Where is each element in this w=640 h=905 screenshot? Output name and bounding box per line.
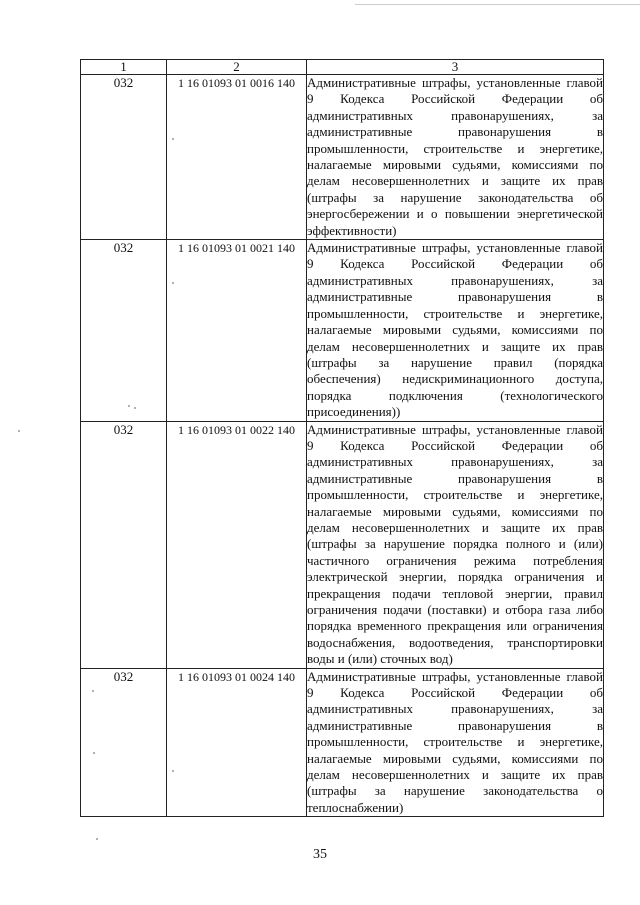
scan-speck: [172, 770, 174, 772]
description-cell: Административные штрафы, установленные главой 9 Кодекса Российской Федерации об административных правонарушениях, за административные правонарушения в промышленности, строительстве и энергетике, налагаемые мировыми судьями, комиссиями по делам несовершеннолетних и защите их прав (штрафы за нарушение законодательства об энергосбережении и о повышении энергетической эффективности): [307, 75, 603, 238]
scan-speck: [134, 407, 136, 409]
scan-speck: [172, 138, 174, 140]
admin-code-cell: 032: [81, 75, 167, 240]
header-col-3: 3: [307, 60, 604, 75]
budget-codes-table: [80, 59, 604, 817]
budget-code-cell: 1 16 01093 01 0016 140: [167, 75, 307, 240]
scan-edge-line: [355, 4, 640, 5]
description-cell: Административные штрафы, установленные главой 9 Кодекса Российской Федерации об административных правонарушениях, за административные правонарушения в промышленности, строительстве и энергетике, налагаемые мировыми судьями, комиссиями по делам несовершеннолетних и защите их прав (штрафы за нарушение порядка полного и (или) частичного ограничения режима потребления электрической энергии, порядка ограничения и прекращения подачи тепловой энергии, правил ограничения подачи (поставки) и отбора газа либо порядка временного прекращения или ограничения водоснабжения, водоотведения, транспортировки воды и (или) сточных вод): [307, 421, 603, 667]
table-header-row: [81, 60, 604, 75]
budget-code-cell: 1 16 01093 01 0024 140: [167, 668, 307, 817]
header-col-2: 2: [167, 60, 307, 75]
description-cell: Административные штрафы, установленные главой 9 Кодекса Российской Федерации об административных правонарушениях, за административные правонарушения в промышленности, строительстве и энергетике, налагаемые мировыми судьями, комиссиями по делам несовершеннолетних и защите их прав (штрафы за нарушение правил (порядка обеспечения) недискриминационного доступа, порядка подключения (технологического присоединения)): [307, 240, 603, 420]
budget-code-cell: 1 16 01093 01 0021 140: [167, 240, 307, 421]
page-number: 35: [313, 847, 327, 862]
scan-speck: [93, 752, 95, 754]
scan-speck: [172, 282, 174, 284]
table-row: [81, 75, 604, 240]
scan-speck: [92, 690, 94, 692]
description-cell: Административные штрафы, установленные главой 9 Кодекса Российской Федерации об административных правонарушениях, за административные правонарушения в промышленности, строительстве и энергетике, налагаемые мировыми судьями, комиссиями по делам несовершеннолетних и защите их прав (штрафы за нарушение законодательства о теплоснабжении): [307, 668, 603, 815]
admin-code-cell: 032: [81, 421, 167, 668]
scan-speck: [128, 405, 130, 407]
scan-speck: [96, 838, 98, 840]
table-row: [81, 421, 604, 668]
admin-code-cell: 032: [81, 240, 167, 421]
table-row: [81, 240, 604, 421]
scan-speck: [18, 430, 20, 432]
admin-code-cell: 032: [81, 668, 167, 817]
budget-code-cell: 1 16 01093 01 0022 140: [167, 421, 307, 668]
header-col-1: 1: [81, 60, 167, 75]
table-row: [81, 668, 604, 817]
